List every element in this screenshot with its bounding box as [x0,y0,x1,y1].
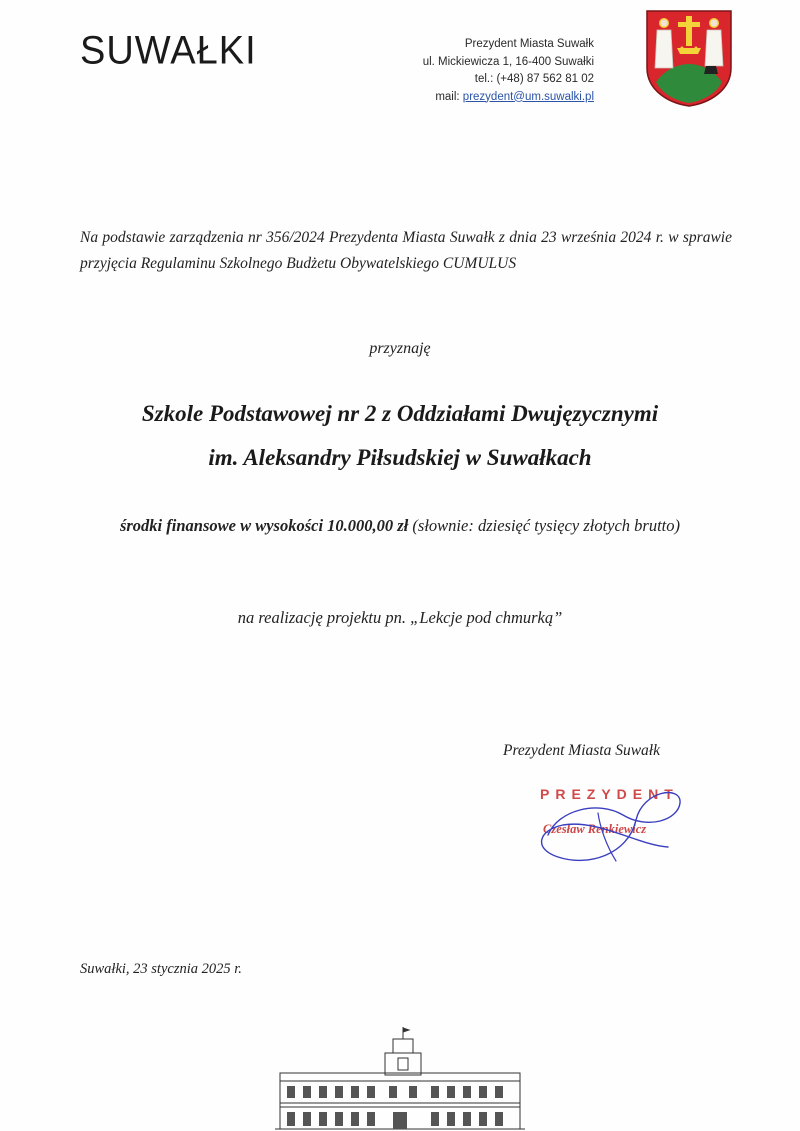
funding-amount-words: (słownie: dziesięć tysięcy złotych brutto) [408,516,681,535]
stamp-title: PREZYDENT [540,786,679,802]
funding-amount-bold: środki finansowe w wysokości 10.000,00 zł [119,516,409,535]
legal-basis-paragraph: Na podstawie zarządzenia nr 356/2024 Prezydenta Miasta Suwałk z dnia 23 września 2024 r. w sprawie przyjęcia Regulaminu Szkolnego Budżetu Obywatelskiego CUMULUS [80,229,732,272]
recipient-name [0,392,800,480]
contact-mail-link[interactable]: prezydent@um.suwalki.pl [462,90,594,103]
handwritten-signature-icon [528,775,698,875]
contact-mail-prefix: mail: [435,90,463,103]
grant-word: przyznaję [369,340,431,357]
contact-mail-row [423,89,594,107]
funding-amount [80,510,720,542]
issue-date: Suwałki, 23 stycznia 2025 r. [80,961,242,977]
town-hall-icon [275,1025,525,1131]
recipient-line-1: Szkole Podstawowej nr 2 z Oddziałami Dwujęzycznymi [141,401,659,426]
contact-address: ul. Mickiewicza 1, 16-400 Suwałki [422,55,594,68]
project-name: na realizację projektu pn. „Lekcje pod chmurką” [237,608,563,627]
contact-block [423,36,594,106]
recipient-line-2: im. Aleksandry Piłsudskiej w Suwałkach [208,445,592,470]
city-logo-text: SUWAŁKI [80,28,257,74]
signatory-title: Prezydent Miasta Suwałk [503,742,660,759]
contact-office: Prezydent Miasta Suwałk [464,38,594,50]
stamp-name: Czesław Renkiewicz [543,822,647,836]
coat-of-arms-icon [644,8,734,108]
contact-phone: tel.: (+48) 87 562 81 02 [474,73,594,85]
